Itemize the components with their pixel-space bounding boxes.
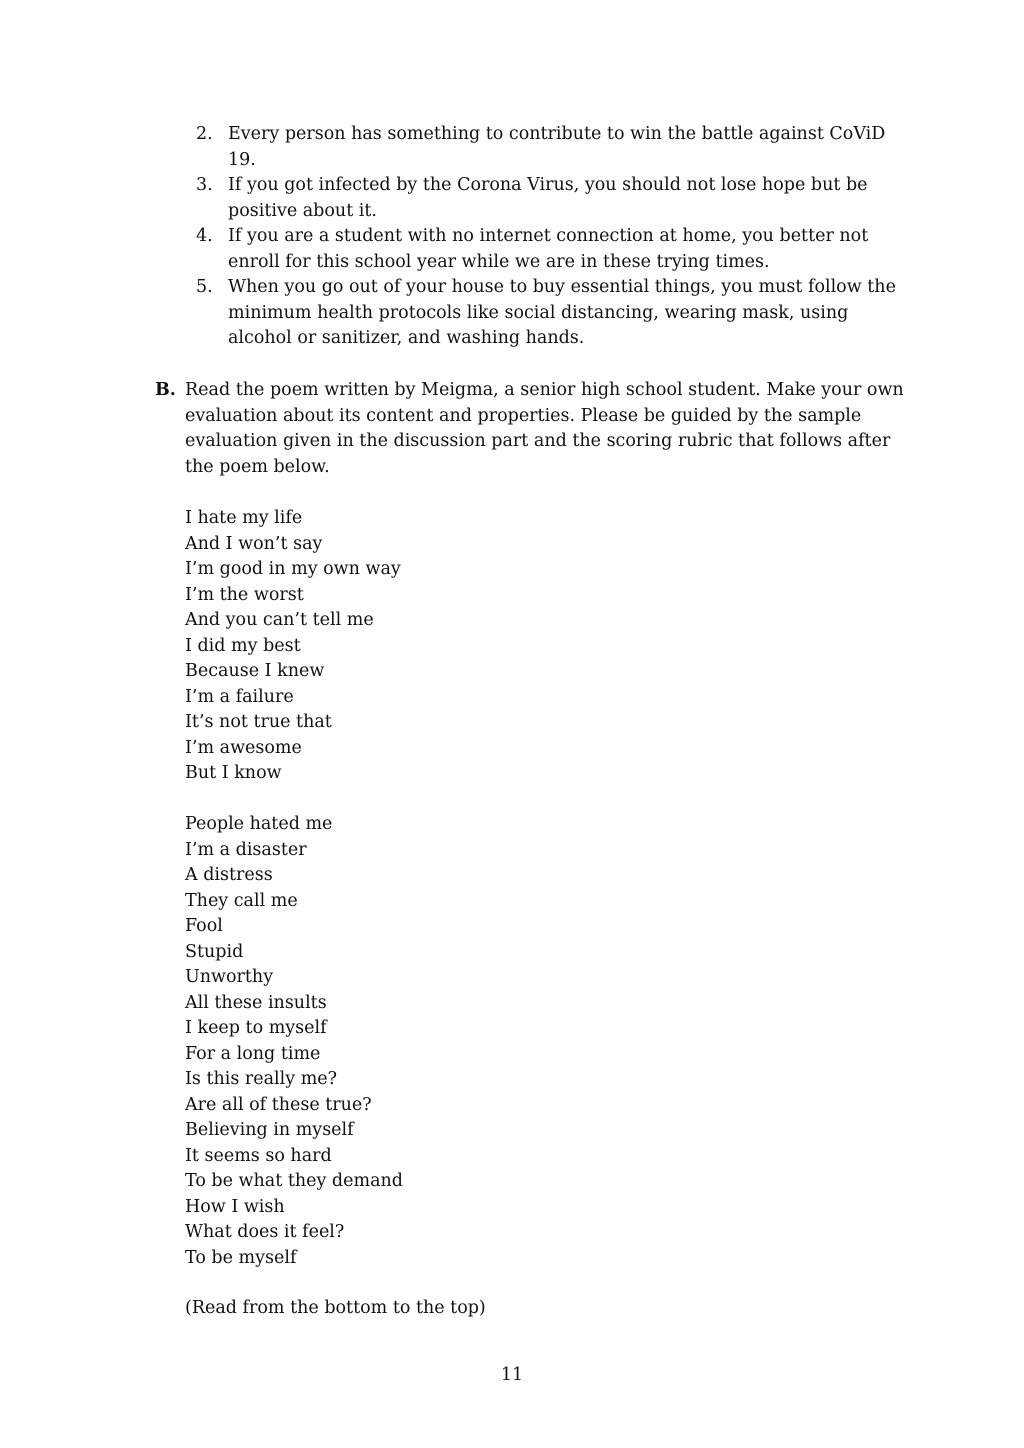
poem-line: For a long time bbox=[185, 1043, 321, 1064]
poem-line: I hate my life bbox=[185, 508, 303, 528]
poem bbox=[185, 506, 585, 1271]
poem-line: I’m awesome bbox=[185, 737, 302, 758]
list-item bbox=[196, 275, 916, 352]
poem-line: They call me bbox=[185, 890, 298, 911]
poem-line: I’m the worst bbox=[185, 584, 304, 605]
section-letter: B. bbox=[155, 380, 176, 400]
list-item-text: If you are a student with no internet connection at home, you better not enroll for this school year while we are in these trying times. bbox=[228, 226, 869, 272]
poem-line: How I wish bbox=[185, 1196, 285, 1217]
poem-line: Believing in myself bbox=[185, 1120, 354, 1140]
list-item bbox=[196, 224, 916, 275]
poem-line: What does it feel? bbox=[185, 1222, 345, 1242]
poem-line: I’m a disaster bbox=[185, 839, 307, 860]
list-item-number: 2. bbox=[196, 124, 213, 144]
reading-note: (Read from the bottom to the top) bbox=[185, 1298, 486, 1318]
poem-line: I did my best bbox=[185, 635, 301, 656]
numbered-list bbox=[196, 122, 916, 352]
poem-line: Are all of these true? bbox=[185, 1094, 372, 1115]
poem-line: I keep to myself bbox=[185, 1018, 327, 1038]
poem-line: Because I knew bbox=[185, 661, 325, 681]
section-instructions: Read the poem written by Meigma, a senior high school student. Make your own evaluation about its content and properties. Please be guided by the sample evaluation given in the discussion part and the scoring rubric that follows after the poem below. bbox=[185, 380, 904, 477]
poem-line: I’m good in my own way bbox=[185, 559, 401, 579]
page-number: 11 bbox=[500, 1365, 524, 1385]
poem-line: And I won’t say bbox=[185, 533, 323, 554]
poem-line: Stupid bbox=[185, 941, 244, 962]
list-item bbox=[196, 122, 916, 173]
poem-line: All these insults bbox=[185, 992, 327, 1013]
poem-line: To be myself bbox=[185, 1247, 297, 1268]
poem-line: It’s not true that bbox=[185, 712, 332, 732]
poem-line: People hated me bbox=[185, 814, 333, 834]
list-item-number: 4. bbox=[196, 226, 213, 246]
poem-stanza-1 bbox=[185, 506, 585, 787]
poem-line: A distress bbox=[185, 865, 273, 885]
poem-line: Unworthy bbox=[185, 967, 274, 987]
poem-line: It seems so hard bbox=[185, 1145, 332, 1166]
poem-line: But I know bbox=[185, 763, 282, 783]
section-b bbox=[155, 378, 915, 480]
poem-line: And you can’t tell me bbox=[185, 610, 374, 630]
list-item-text: When you go out of your house to buy essential things, you must follow the minimum health protocols like social distancing, wearing mask, using alcohol or sanitizer, and washing hands. bbox=[228, 277, 896, 348]
poem-stanza-2 bbox=[185, 812, 585, 1271]
poem-line: I’m a failure bbox=[185, 686, 294, 707]
poem-line: To be what they demand bbox=[185, 1171, 403, 1191]
list-item-number: 5. bbox=[196, 277, 213, 297]
list-item-number: 3. bbox=[196, 175, 213, 195]
poem-line: Fool bbox=[185, 916, 223, 936]
list-item-text: If you got infected by the Corona Virus, you should not lose hope but be positive about it. bbox=[228, 175, 868, 221]
list-item-text: Every person has something to contribute to win the battle against CoViD 19. bbox=[228, 124, 886, 170]
list-item bbox=[196, 173, 916, 224]
poem-line: Is this really me? bbox=[185, 1069, 338, 1089]
